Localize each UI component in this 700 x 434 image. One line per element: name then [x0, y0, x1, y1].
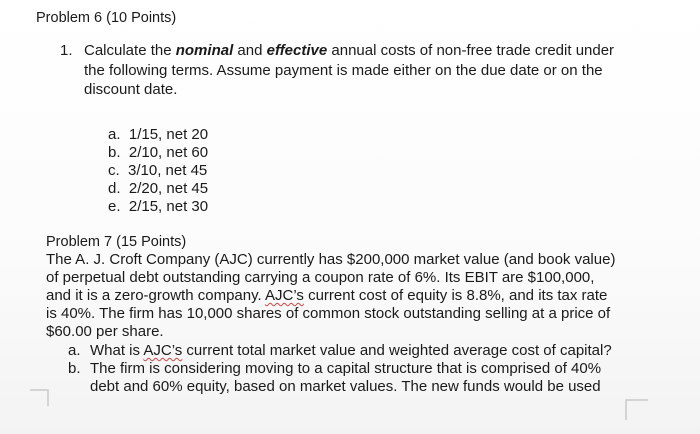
paragraph-line: of perpetual debt outstanding carrying a coupon rate of 6%. Its EBIT are $100,000,: [46, 269, 595, 286]
spellcheck-word: AJC’s: [143, 342, 183, 359]
list-item: [108, 198, 208, 216]
question-text: annual costs of non-free trade credit under: [327, 42, 615, 59]
item-text: 3/10, net 45: [128, 162, 208, 179]
item-text: 2/15, net 30: [128, 198, 209, 215]
emphasis-nominal: nominal: [175, 42, 234, 59]
sub-question-b-line-2: debt and 60% equity, based on market values. The new funds would be used: [90, 378, 601, 395]
paragraph-line: The A. J. Croft Company (AJC) currently has $200,000 market value (and book value): [46, 251, 616, 268]
problem-7-title: Problem 7 (15 Points): [46, 234, 187, 250]
question-text: What is: [90, 342, 144, 359]
sub-question-b-line-1: The firm is considering moving to a capital structure that is comprised of 40%: [90, 360, 602, 377]
question-line-3: discount date.: [84, 81, 178, 98]
paragraph-text: and it is a zero-growth company.: [46, 287, 265, 304]
paragraph-text: current cost of equity is 8.8%, and its tax rate: [303, 287, 608, 304]
list-item: [108, 180, 208, 198]
corner-mark-icon: [620, 396, 650, 422]
emphasis-effective: effective: [266, 42, 328, 59]
item-text: 2/10, net 60: [128, 144, 209, 161]
sub-question-letter: a.: [68, 342, 81, 359]
paragraph-line: [46, 287, 607, 305]
question-line-1: [84, 42, 614, 60]
item-letter: a.: [108, 126, 121, 143]
item-letter: d.: [108, 180, 121, 197]
question-line-2: the following terms. Assume payment is made either on the due date or on the: [84, 62, 603, 79]
corner-mark-icon: [28, 386, 52, 408]
sub-question-a: [90, 342, 612, 360]
item-text: 1/15, net 20: [128, 126, 209, 143]
question-text: current total market value and weighted average cost of capital?: [182, 342, 612, 359]
problem-6-title: Problem 6 (10 Points): [36, 10, 177, 26]
sub-question-letter: b.: [68, 360, 81, 377]
spellcheck-word: AJC’s: [265, 287, 304, 304]
question-text: and: [233, 42, 267, 59]
item-text: 2/20, net 45: [128, 180, 209, 197]
item-letter: c.: [108, 162, 120, 179]
item-letter: b.: [108, 144, 121, 161]
list-item: [108, 126, 208, 144]
list-item: [108, 162, 207, 180]
list-item: [108, 144, 208, 162]
paragraph-line: is 40%. The firm has 10,000 shares of common stock outstanding selling at a price of: [46, 305, 611, 322]
question-number: 1.: [60, 42, 73, 59]
question-text: Calculate the: [84, 42, 176, 59]
item-letter: e.: [108, 198, 121, 215]
paragraph-line: $60.00 per share.: [46, 323, 164, 340]
